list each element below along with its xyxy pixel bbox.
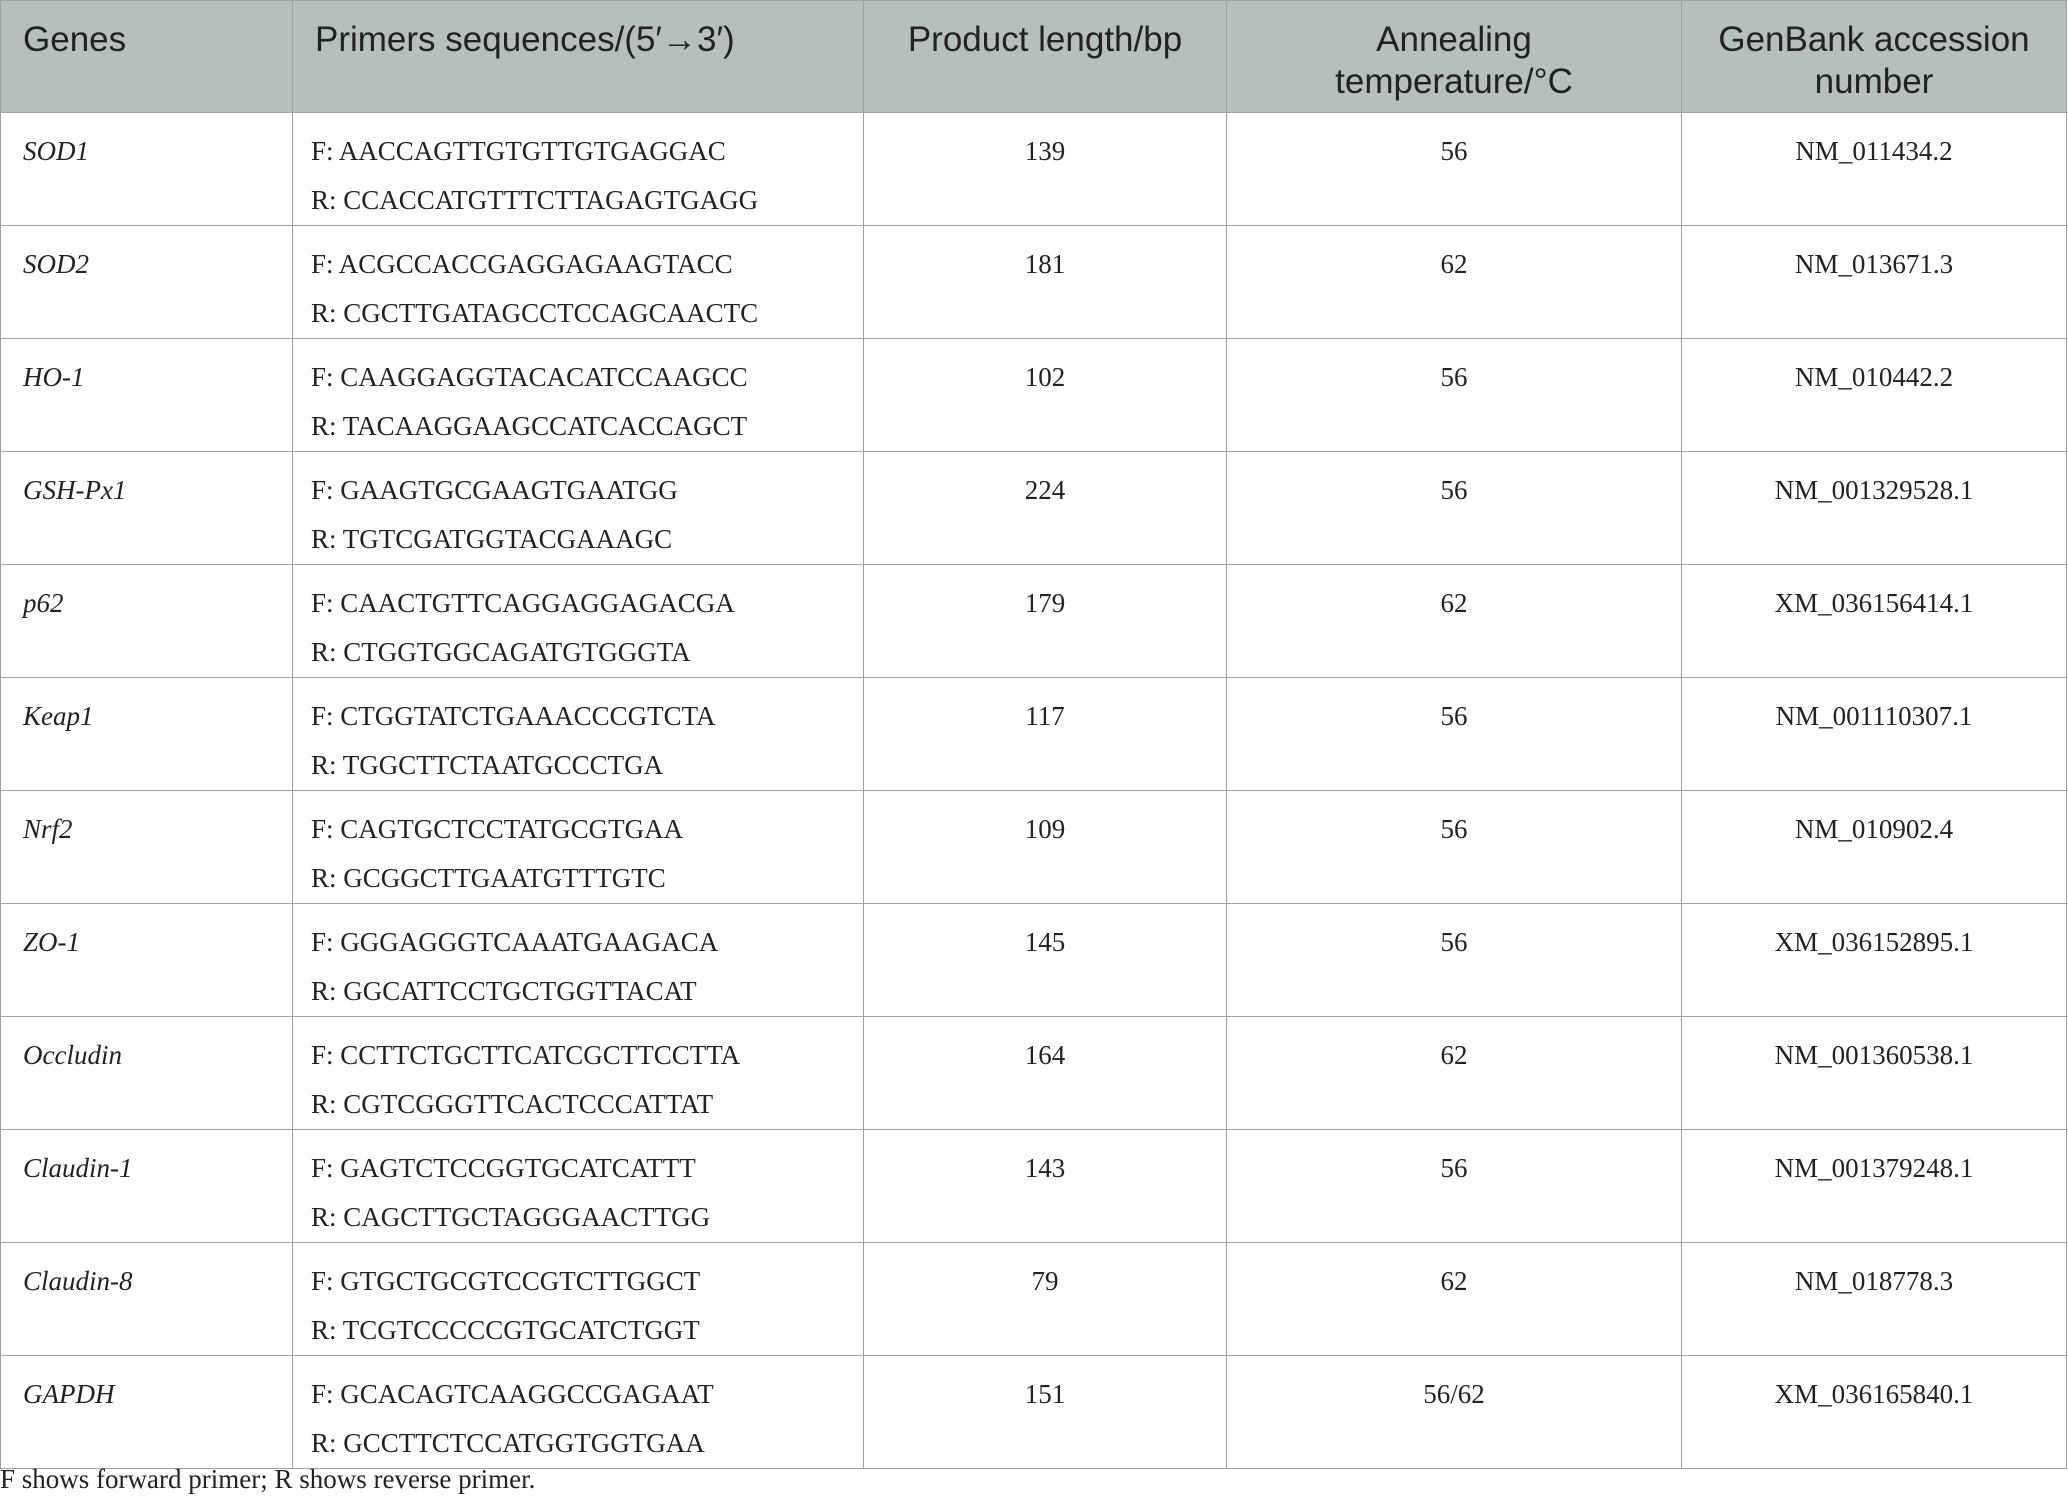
product-length-cell: [864, 113, 1227, 226]
annealing-temperature-cell-content: [1227, 113, 1681, 176]
accession-number-value: XM_036165840.1: [1774, 1379, 1974, 1409]
table-row: [1, 339, 2067, 452]
gene-cell-content: [1, 791, 292, 854]
accession-cell-content: [1682, 1130, 2066, 1193]
table-row: [1, 113, 2067, 226]
annealing-temperature-cell: [1227, 1130, 1682, 1243]
forward-primer: F: GAGTCTCCGGTGCATCATTT: [311, 1153, 696, 1183]
annealing-temperature-value: 62: [1440, 1040, 1468, 1070]
accession-cell-content: [1682, 565, 2066, 628]
product-length-cell-content: [864, 678, 1226, 741]
reverse-primer: R: GCCTTCTCCATGGTGGTGAA: [311, 1428, 705, 1458]
accession-number-value: NM_010902.4: [1794, 814, 1954, 844]
table-header: [1, 1, 2067, 113]
gene-cell-content: [1, 565, 292, 628]
product-length-cell-content: [864, 113, 1226, 176]
gene-cell: [1, 678, 293, 791]
forward-primer: F: GAAGTGCGAAGTGAATGG: [311, 475, 678, 505]
gene-cell: [1, 791, 293, 904]
product-length-value: 117: [1025, 701, 1065, 731]
reverse-primer: R: CTGGTGGCAGATGTGGGTA: [311, 637, 691, 667]
accession-cell-content: [1682, 452, 2066, 515]
primers-cell: [293, 1017, 864, 1130]
gene-cell: [1, 1130, 293, 1243]
gene-name: SOD2: [23, 249, 89, 279]
primers-cell: [293, 678, 864, 791]
product-length-value: 139: [1024, 136, 1066, 166]
primers-cell-content: [293, 226, 863, 338]
header-accession-number: [1682, 1, 2067, 113]
header-annealing-line1: Annealing: [1376, 20, 1532, 59]
accession-number-value: NM_013671.3: [1794, 249, 1954, 279]
gene-cell: [1, 1356, 293, 1469]
accession-number-value: XM_036156414.1: [1774, 588, 1974, 618]
annealing-temperature-cell-content: [1227, 1017, 1681, 1080]
forward-primer: F: CAGTGCTCCTATGCGTGAA: [311, 814, 684, 844]
product-length-cell: [864, 1243, 1227, 1356]
annealing-temperature-cell: [1227, 339, 1682, 452]
primers-cell-content: [293, 452, 863, 564]
product-length-value: 224: [1024, 475, 1066, 505]
forward-primer: F: ACGCCACCGAGGAGAAGTACC: [311, 249, 733, 279]
product-length-value: 151: [1024, 1379, 1066, 1409]
annealing-temperature-cell-content: [1227, 226, 1681, 289]
gene-cell: [1, 1243, 293, 1356]
annealing-temperature-cell: [1227, 113, 1682, 226]
annealing-temperature-value: 56: [1440, 814, 1468, 844]
annealing-temperature-cell: [1227, 565, 1682, 678]
header-primers-label: Primers sequences/(5′→3′): [315, 20, 735, 59]
accession-cell-content: [1682, 113, 2066, 176]
forward-primer: F: CCTTCTGCTTCATCGCTTCCTTA: [311, 1040, 741, 1070]
annealing-temperature-cell-content: [1227, 1130, 1681, 1193]
gene-cell-content: [1, 1356, 292, 1419]
annealing-temperature-cell: [1227, 678, 1682, 791]
gene-cell-content: [1, 1130, 292, 1193]
reverse-primer: R: GCGGCTTGAATGTTTGTC: [311, 863, 666, 893]
annealing-temperature-value: 56: [1440, 475, 1468, 505]
header-genes: [1, 1, 293, 113]
annealing-temperature-value: 56: [1440, 927, 1468, 957]
annealing-temperature-cell-content: [1227, 678, 1681, 741]
header-genes-label: Genes: [23, 20, 127, 59]
accession-number-value: NM_001360538.1: [1774, 1040, 1974, 1070]
product-length-cell-content: [864, 791, 1226, 854]
annealing-temperature-cell: [1227, 1356, 1682, 1469]
product-length-cell: [864, 1130, 1227, 1243]
accession-cell: [1682, 1130, 2067, 1243]
product-length-cell: [864, 565, 1227, 678]
primers-cell: [293, 1130, 864, 1243]
header-accession-line1: GenBank accession: [1718, 20, 2030, 59]
product-length-cell: [864, 1356, 1227, 1469]
forward-primer: F: GTGCTGCGTCCGTCTTGGCT: [311, 1266, 701, 1296]
annealing-temperature-cell-content: [1227, 452, 1681, 515]
primers-cell-content: [293, 678, 863, 790]
primers-cell-content: [293, 1356, 863, 1468]
product-length-value: 145: [1024, 927, 1066, 957]
product-length-value: 181: [1024, 249, 1066, 279]
gene-cell-content: [1, 339, 292, 402]
primers-cell-content: [293, 791, 863, 903]
reverse-primer: R: TACAAGGAAGCCATCACCAGCT: [311, 411, 748, 441]
annealing-temperature-value: 56: [1440, 701, 1468, 731]
forward-primer: F: AACCAGTTGTGTTGTGAGGAC: [311, 136, 726, 166]
reverse-primer: R: CGTCGGGTTCACTCCCATTAT: [311, 1089, 714, 1119]
gene-cell: [1, 452, 293, 565]
product-length-cell-content: [864, 565, 1226, 628]
annealing-temperature-cell-content: [1227, 791, 1681, 854]
gene-name: Claudin-8: [23, 1266, 133, 1296]
product-length-cell-content: [864, 904, 1226, 967]
table-footnote: F shows forward primer; R shows reverse primer.: [0, 1464, 536, 1494]
primers-cell: [293, 1243, 864, 1356]
product-length-value: 79: [1031, 1266, 1059, 1296]
primers-cell-content: [293, 1243, 863, 1355]
primers-cell-content: [293, 113, 863, 225]
gene-name: GAPDH: [23, 1379, 115, 1409]
product-length-value: 143: [1024, 1153, 1066, 1183]
primers-cell: [293, 226, 864, 339]
product-length-cell: [864, 452, 1227, 565]
gene-cell: [1, 1017, 293, 1130]
gene-cell-content: [1, 1017, 292, 1080]
reverse-primer: R: CAGCTTGCTAGGGAACTTGG: [311, 1202, 711, 1232]
forward-primer: F: GGGAGGGTCAAATGAAGACA: [311, 927, 719, 957]
header-annealing-label: [1227, 1, 1681, 103]
accession-cell-content: [1682, 1243, 2066, 1306]
accession-number-value: NM_010442.2: [1794, 362, 1954, 392]
primers-cell: [293, 452, 864, 565]
annealing-temperature-cell: [1227, 452, 1682, 565]
product-length-cell-content: [864, 339, 1226, 402]
annealing-temperature-cell: [1227, 904, 1682, 1017]
table-row: [1, 904, 2067, 1017]
primers-cell-content: [293, 1017, 863, 1129]
annealing-temperature-value: 62: [1440, 249, 1468, 279]
annealing-temperature-value: 56: [1440, 362, 1468, 392]
forward-primer: F: GCACAGTCAAGGCCGAGAAT: [311, 1379, 714, 1409]
primers-cell-content: [293, 904, 863, 1016]
annealing-temperature-cell-content: [1227, 904, 1681, 967]
gene-cell-content: [1, 452, 292, 515]
product-length-cell-content: [864, 1356, 1226, 1419]
product-length-cell-content: [864, 1243, 1226, 1306]
accession-number-value: NM_001379248.1: [1774, 1153, 1974, 1183]
annealing-temperature-value: 56/62: [1423, 1379, 1485, 1409]
accession-cell: [1682, 339, 2067, 452]
gene-cell: [1, 904, 293, 1017]
gene-name: Nrf2: [23, 814, 73, 844]
table-row: [1, 1243, 2067, 1356]
primers-cell-content: [293, 1130, 863, 1242]
annealing-temperature-value: 56: [1440, 136, 1468, 166]
accession-number-value: NM_018778.3: [1794, 1266, 1954, 1296]
annealing-temperature-cell-content: [1227, 1356, 1681, 1419]
header-accession-line2: number: [1814, 62, 1934, 101]
gene-cell-content: [1, 113, 292, 176]
accession-number-value: NM_001329528.1: [1774, 475, 1974, 505]
gene-name: Keap1: [23, 701, 94, 731]
annealing-temperature-cell-content: [1227, 339, 1681, 402]
accession-cell-content: [1682, 904, 2066, 967]
primers-cell-content: [293, 565, 863, 677]
product-length-cell-content: [864, 1130, 1226, 1193]
table-row: [1, 678, 2067, 791]
table-row: [1, 1017, 2067, 1130]
gene-name: Occludin: [23, 1040, 122, 1070]
annealing-temperature-value: 62: [1440, 1266, 1468, 1296]
accession-cell: [1682, 565, 2067, 678]
accession-cell-content: [1682, 678, 2066, 741]
product-length-cell: [864, 226, 1227, 339]
primers-cell-content: [293, 339, 863, 451]
forward-primer: F: CAAGGAGGTACACATCCAAGCC: [311, 362, 748, 392]
primers-cell: [293, 565, 864, 678]
reverse-primer: R: TCGTCCCCCGTGCATCTGGT: [311, 1315, 700, 1345]
gene-name: HO-1: [23, 362, 85, 392]
header-product-length-label: Product length/bp: [907, 20, 1183, 59]
gene-name: ZO-1: [23, 927, 81, 957]
product-length-cell-content: [864, 1017, 1226, 1080]
header-product-length: [864, 1, 1227, 113]
product-length-cell: [864, 791, 1227, 904]
annealing-temperature-cell: [1227, 1243, 1682, 1356]
accession-number-value: NM_011434.2: [1795, 136, 1953, 166]
accession-cell-content: [1682, 339, 2066, 402]
reverse-primer: R: GGCATTCCTGCTGGTTACAT: [311, 976, 697, 1006]
reverse-primer: R: CGCTTGATAGCCTCCAGCAACTC: [311, 298, 759, 328]
accession-cell: [1682, 1243, 2067, 1356]
gene-cell-content: [1, 226, 292, 289]
primers-cell: [293, 113, 864, 226]
accession-cell: [1682, 1017, 2067, 1130]
annealing-temperature-cell-content: [1227, 565, 1681, 628]
product-length-cell-content: [864, 226, 1226, 289]
product-length-value: 179: [1024, 588, 1066, 618]
product-length-cell: [864, 904, 1227, 1017]
reverse-primer: R: TGGCTTCTAATGCCCTGA: [311, 750, 664, 780]
gene-cell: [1, 565, 293, 678]
accession-cell: [1682, 904, 2067, 1017]
reverse-primer: R: CCACCATGTTTCTTAGAGTGAGG: [311, 185, 759, 215]
annealing-temperature-cell-content: [1227, 1243, 1681, 1306]
forward-primer: F: CAACTGTTCAGGAGGAGACGA: [311, 588, 735, 618]
header-row: [1, 1, 2067, 113]
gene-name: SOD1: [23, 136, 89, 166]
forward-primer: F: CTGGTATCTGAAACCCGTCTA: [311, 701, 716, 731]
accession-cell: [1682, 113, 2067, 226]
accession-cell: [1682, 678, 2067, 791]
product-length-cell: [864, 339, 1227, 452]
annealing-temperature-value: 56: [1440, 1153, 1468, 1183]
annealing-temperature-cell: [1227, 791, 1682, 904]
accession-cell: [1682, 1356, 2067, 1469]
table-row: [1, 565, 2067, 678]
accession-cell: [1682, 452, 2067, 565]
accession-cell-content: [1682, 791, 2066, 854]
header-primers: [293, 1, 864, 113]
accession-cell-content: [1682, 1356, 2066, 1419]
product-length-cell: [864, 1017, 1227, 1130]
accession-cell-content: [1682, 1017, 2066, 1080]
accession-number-value: XM_036152895.1: [1774, 927, 1974, 957]
primers-cell: [293, 339, 864, 452]
accession-cell-content: [1682, 226, 2066, 289]
table-row: [1, 1130, 2067, 1243]
product-length-value: 164: [1024, 1040, 1066, 1070]
table-row: [1, 452, 2067, 565]
product-length-value: 102: [1024, 362, 1066, 392]
accession-number-value: NM_001110307.1: [1775, 701, 1973, 731]
primers-cell: [293, 791, 864, 904]
gene-cell-content: [1, 678, 292, 741]
accession-cell: [1682, 226, 2067, 339]
table-body: [1, 113, 2067, 1469]
table-row: [1, 791, 2067, 904]
product-length-value: 109: [1024, 814, 1066, 844]
accession-cell: [1682, 791, 2067, 904]
gene-name: GSH-Px1: [23, 475, 127, 505]
header-annealing-temperature: [1227, 1, 1682, 113]
gene-name: p62: [23, 588, 64, 618]
header-annealing-line2: temperature/°C: [1335, 62, 1573, 101]
gene-cell-content: [1, 904, 292, 967]
annealing-temperature-cell: [1227, 1017, 1682, 1130]
primers-cell: [293, 904, 864, 1017]
reverse-primer: R: TGTCGATGGTACGAAAGC: [311, 524, 673, 554]
primers-cell: [293, 1356, 864, 1469]
gene-name: Claudin-1: [23, 1153, 133, 1183]
annealing-temperature-cell: [1227, 226, 1682, 339]
product-length-cell-content: [864, 452, 1226, 515]
product-length-cell: [864, 678, 1227, 791]
annealing-temperature-value: 62: [1440, 588, 1468, 618]
gene-cell: [1, 226, 293, 339]
table-row: [1, 226, 2067, 339]
gene-cell: [1, 339, 293, 452]
gene-cell-content: [1, 1243, 292, 1306]
header-accession-label: [1682, 1, 2066, 103]
table-row: [1, 1356, 2067, 1469]
gene-cell: [1, 113, 293, 226]
